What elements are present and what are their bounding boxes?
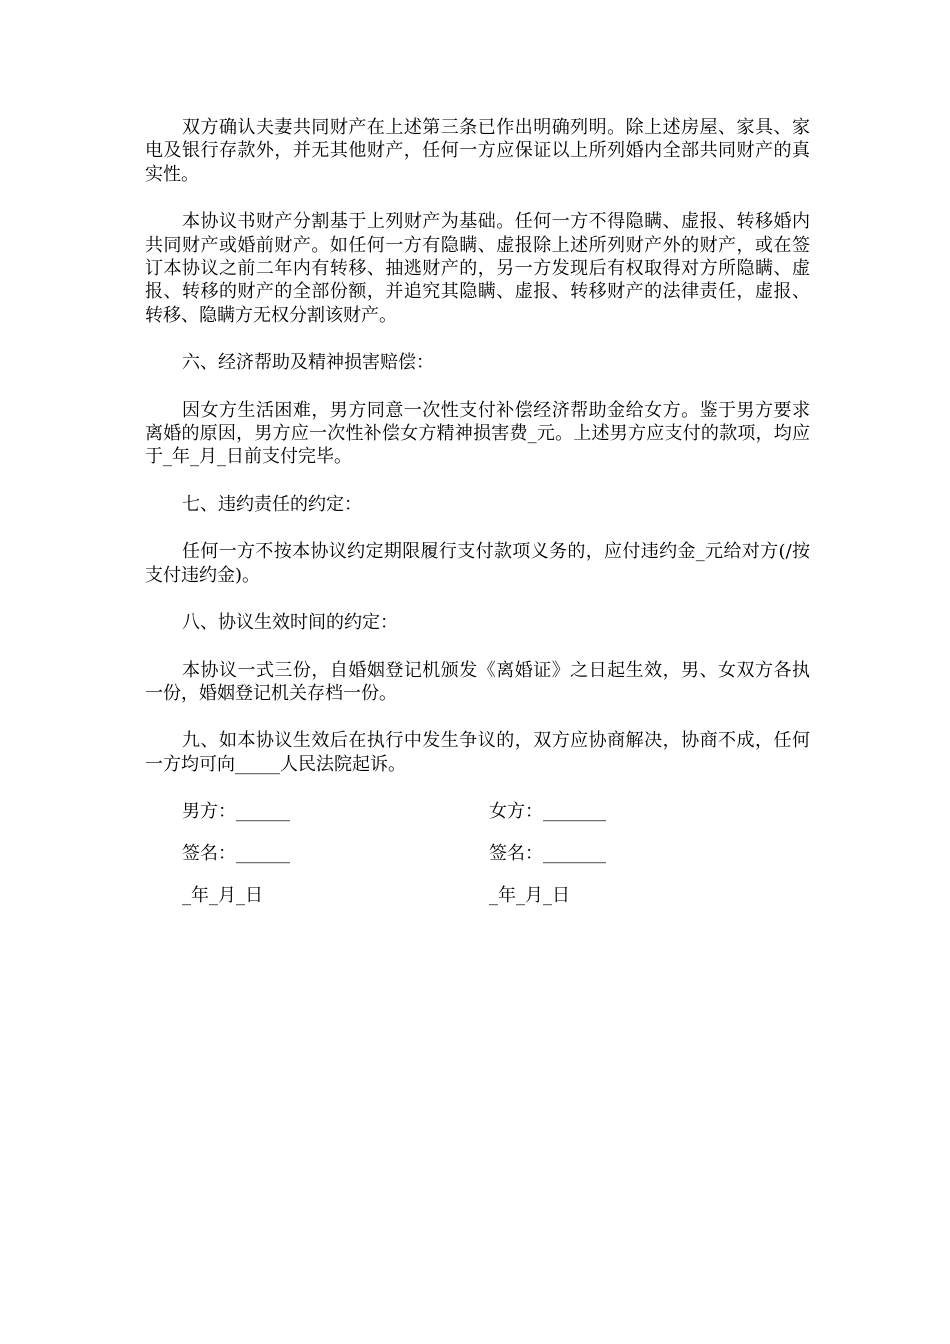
- female-signature-field: 签名：_______: [489, 843, 606, 865]
- male-signature-field: 签名：______: [182, 843, 290, 865]
- female-party-label: 女方：_______: [489, 801, 606, 823]
- section-heading-8: 八、协议生效时间的约定：: [182, 612, 398, 634]
- male-party-label: 男方：______: [182, 801, 290, 823]
- paragraph-dispute-resolution: 九、如本协议生效后在执行中发生争议的，双方应协商解决，协商不成，任何一方均可向_____人民法院起诉。: [145, 730, 810, 775]
- paragraph-effective-time: 本协议一式三份，自婚姻登记机颁发《离婚证》之日起生效，男、女双方各执一份，婚姻登记机关存档一份。: [145, 659, 810, 704]
- paragraph-property-division: 本协议书财产分割基于上列财产为基础。任何一方不得隐瞒、虚报、转移婚内共同财产或婚前财产。如任何一方有隐瞒、虚报除上述所列财产外的财产，或在签订本协议之前二年内有转移、抽逃财产的，另一方发现后有权取得对方所隐瞒、虚报、转移的财产的全部份额，并追究其隐瞒、虚报、转移财产的法律责任，虚报、转移、隐瞒方无权分割该财产。: [145, 211, 810, 326]
- signature-row-party: [145, 800, 810, 823]
- document-page: [145, 116, 810, 926]
- female-date-field: _年_月_日: [489, 885, 570, 907]
- paragraph-breach-liability: 任何一方不按本协议约定期限履行支付款项义务的，应付违约金_元给对方(/按支付违约金)。: [145, 541, 810, 586]
- signature-row-sign: [145, 842, 810, 865]
- section-heading-7: 七、违约责任的约定：: [182, 493, 362, 515]
- paragraph-economic-help: 因女方生活困难，男方同意一次性支付补偿经济帮助金给女方。鉴于男方要求离婚的原因，男方应一次性补偿女方精神损害费_元。上述男方应支付的款项，均应于_年_月_日前支付完毕。: [145, 399, 810, 468]
- paragraph-property-confirmation: 双方确认夫妻共同财产在上述第三条已作出明确列明。除上述房屋、家具、家电及银行存款外，并无其他财产，任何一方应保证以上所列婚内全部共同财产的真实性。: [145, 117, 810, 185]
- section-heading-6: 六、经济帮助及精神损害赔偿：: [182, 352, 434, 374]
- male-date-field: _年_月_日: [182, 885, 263, 907]
- signature-row-date: [145, 884, 810, 907]
